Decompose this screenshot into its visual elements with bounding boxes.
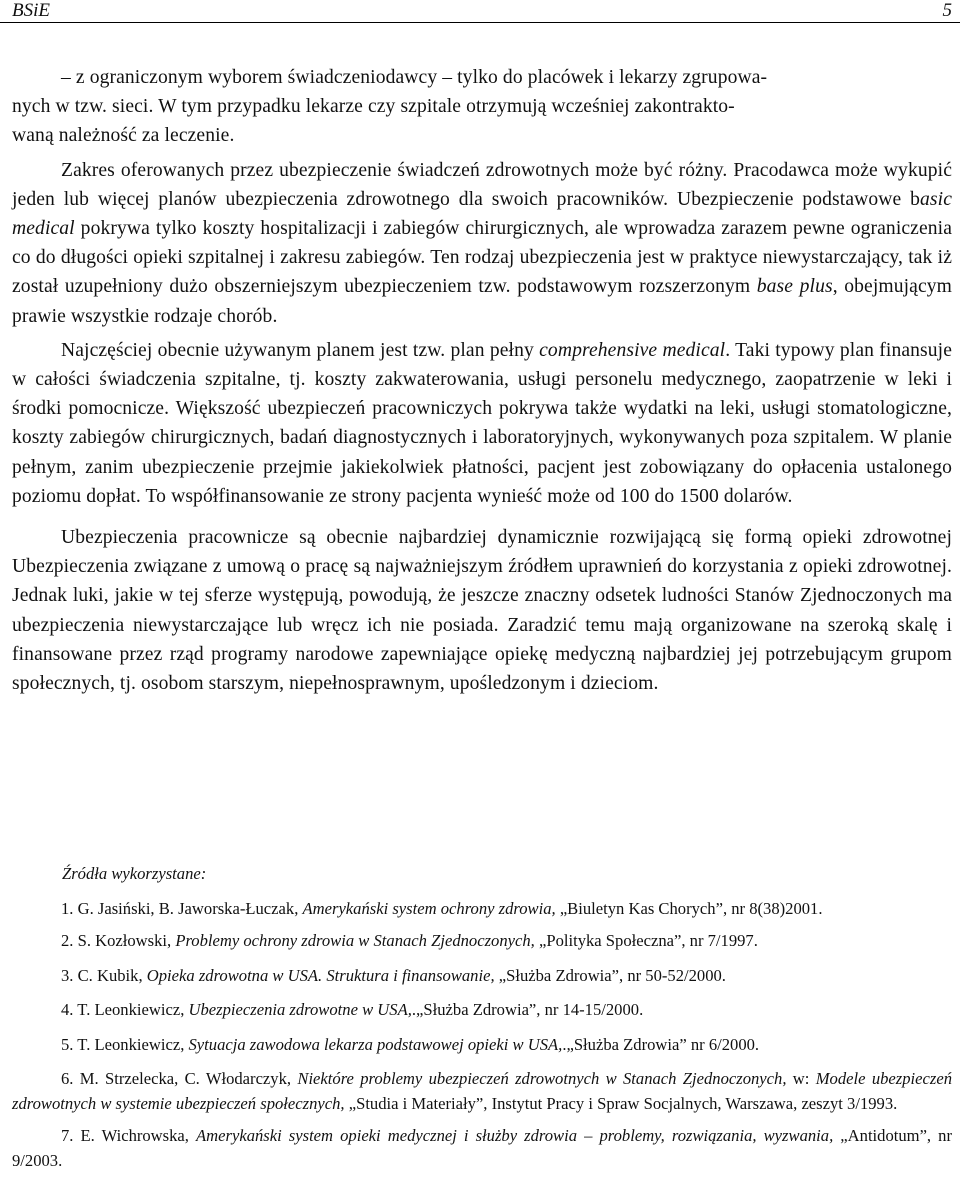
ref-number: 7. (61, 1126, 74, 1145)
list-line-2: nych w tzw. sieci. W tym przypadku lekarze czy szpitale otrzymują wcześniej zakontrakto- (12, 96, 735, 118)
sources-heading: Źródła wykorzystane: (62, 864, 207, 883)
paragraph-text: Ubezpieczenia pracownicze są obecnie najbardziej dynamicznie rozwijającą się formą opieki zdrowotnej Ubezpieczenia związane z umową o pracę są najważniejszym źródłem uprawnień do korzystania z opieki zdrowotnej. Jednak luki, jakie w tej sferze występują, powodują, że jeszcze znaczny odsetek ludności Stanów Zjednoczonych ma ubezpieczenia niewystarczające lub wręcz ich nie posiada. Zaradzić temu mają organizowane na szeroką skalę i finansowane przez rząd programy narodowe zapewniające opiekę medyczną najbardziej jej potrzebującym grupom społecznych, tj. osobom starszym, niepełnosprawnym, upośledzonym i dzieciom. (12, 527, 952, 695)
ref-title: Modele ubezpieczeń zdrowotnych w systemie ubezpieczeń społecznych, (12, 1069, 952, 1113)
ref-author: T. Leonkiewicz, (73, 1000, 189, 1019)
ref-title: Problemy ochrony zdrowia w Stanach Zjednoczonych, (175, 931, 539, 950)
italic-term: comprehensive medical (539, 339, 726, 361)
ref-source: „Polityka Społeczna”, nr 7/1997. (538, 931, 758, 950)
ref-title: Opieka zdrowotna w USA. Struktura i finansowanie, (146, 965, 499, 985)
ref-connector: w: (786, 1069, 816, 1088)
paragraph-comprehensive (12, 336, 952, 511)
ref-source: „Służba Zdrowia”, nr 50-52/2000. (498, 965, 726, 985)
reference-item (12, 897, 952, 922)
ref-number: 2. (61, 931, 74, 950)
reference-item (12, 998, 952, 1023)
ref-number: 4. (61, 1000, 74, 1019)
sources-section (12, 862, 952, 1181)
paragraph-text: pokrywa tylko koszty hospitalizacji i zabiegów chirurgicznych, ale wprowadza zarazem pewne ograniczenia co do długości opieki szpitalnej i zakresu zabiegów. Ten rodzaj ubezpieczenia jest w praktyce niewystarczający, tak iż został uzupełniony dużo obszerniejszym ubezpieczeniem tzw. podstawowym rozszerzonym (12, 218, 952, 298)
ref-title: Amerykański system ochrony zdrowia, (302, 898, 560, 918)
ref-title: Ubezpieczenia zdrowotne w USA, (188, 1000, 412, 1019)
reference-item (12, 964, 952, 989)
ref-author: G. Jasiński, B. Jaworska-Łuczak, (73, 898, 303, 918)
ref-author: C. Kubik, (73, 965, 147, 985)
ref-title: Niektóre problemy ubezpieczeń zdrowotnych w Stanach Zjednoczonych, (297, 1069, 787, 1088)
ref-source: .„Służba Zdrowia”, nr 14-15/2000. (411, 1000, 644, 1019)
ref-author: E. Wichrowska, (73, 1126, 197, 1145)
ref-title: Sytuacja zawodowa lekarza podstawowej opieki w USA, (188, 1034, 563, 1054)
ref-source: „Studia i Materiały”, Instytut Pracy i Spraw Socjalnych, Warszawa, zeszyt 3/1993. (348, 1093, 898, 1113)
reference-item (12, 929, 952, 954)
article-body (12, 63, 952, 698)
paragraph-text: , obejmującym prawie wszystkie rodzaje chorób. (12, 276, 952, 327)
list-line-3: waną należność za leczenie. (12, 125, 235, 147)
reference-item (12, 1033, 952, 1058)
list-line-1: – z ograniczonym wyborem świadczeniodawcy – tylko do placówek i lekarzy zgrupowa- (61, 67, 768, 88)
ref-author: T. Leonkiewicz, (73, 1034, 189, 1054)
italic-term: base plus (756, 276, 833, 298)
ref-source: .„Służba Zdrowia” nr 6/2000. (562, 1034, 760, 1054)
paragraph-text: . Taki typowy plan finansuje w całości świadczenia szpitalne, tj. koszty zakwaterowania, usługi personelu medycznego, zaopatrzenie w leki i środki pomocnicze. Większość ubezpieczeń pracowniczych pokrywa także wydatki na leki, usługi stomatologiczne, koszty zabiegów chirurgicznych, badań diagnostycznych i laboratoryjnych, wykonywanych poza szpitalem. W planie pełnym, zanim ubezpieczenie przejmie jakiekolwiek płatności, pacjent jest zobowiązany do opłacenia ustalonego poziomu dopłat. To współfinansowanie ze strony pacjenta wynieść może od 100 do 1500 dolarów. (12, 339, 952, 507)
reference-item (12, 1124, 952, 1173)
ref-author: M. Strzelecka, C. Włodarczyk, (73, 1069, 298, 1088)
ref-author: S. Kozłowski, (73, 931, 176, 950)
paragraph-employee-insurance (12, 523, 952, 698)
ref-title: Amerykański system opieki medycznej i służby zdrowia – problemy, rozwiązania, wyzwania, (196, 1126, 841, 1145)
page-header (0, 0, 960, 23)
ref-number: 1. (61, 898, 74, 918)
reference-item (12, 1067, 952, 1116)
ref-source: „Biuletyn Kas Chorych”, nr 8(38)2001. (559, 898, 823, 918)
ref-source: „Antidotum”, nr 9/2003. (12, 1126, 952, 1170)
paragraph-text: Zakres oferowanych przez ubezpieczenie świadczeń zdrowotnych może być różny. Pracodawca może wykupić jeden lub więcej planów ubezpieczenia zdrowotnego dla swoich pracowników. Ubezpieczenie podstawowe b (12, 159, 952, 210)
journal-title: BSiE (12, 0, 50, 21)
list-item-network (12, 63, 952, 151)
italic-term: asic medical (12, 188, 952, 240)
ref-number: 5. (61, 1034, 74, 1054)
page-number: 5 (942, 0, 952, 21)
paragraph-plan-scope (12, 156, 952, 331)
ref-number: 3. (61, 965, 74, 985)
paragraph-text: Najczęściej obecnie używanym planem jest tzw. plan pełny (61, 339, 540, 361)
ref-number: 6. (61, 1069, 74, 1088)
